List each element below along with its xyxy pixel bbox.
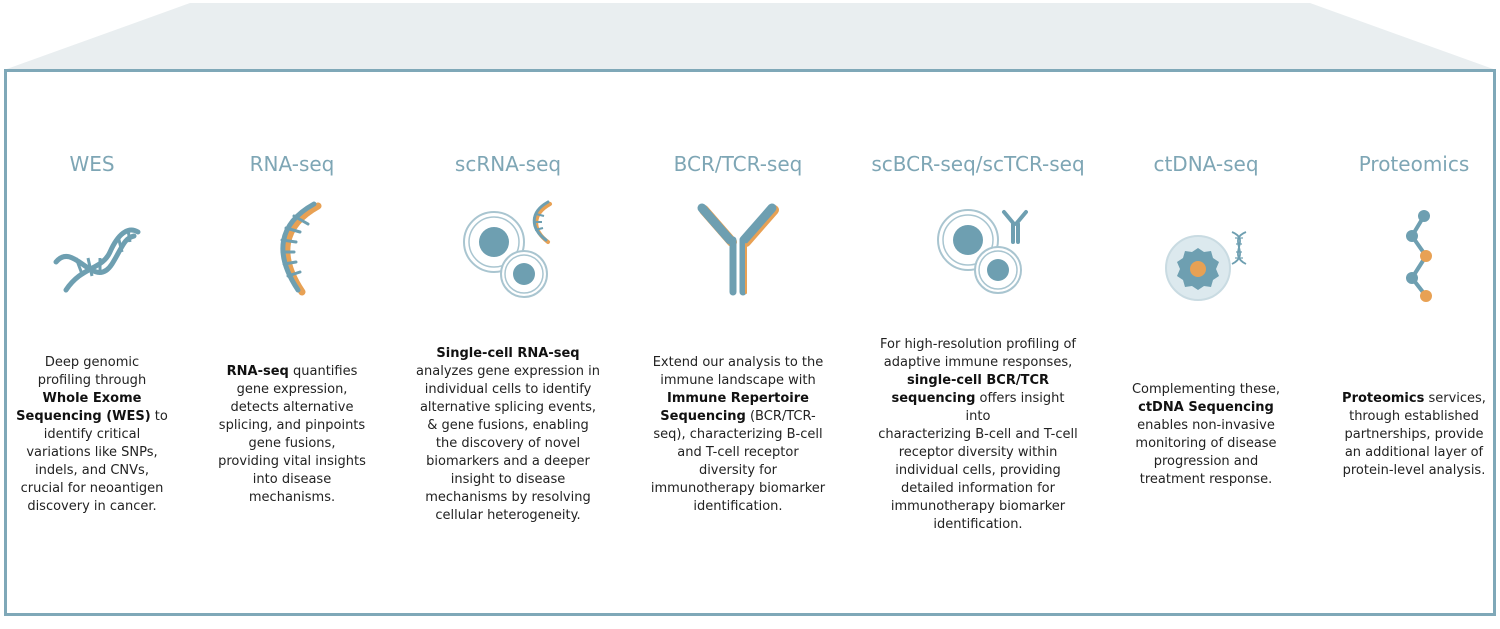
description-line (878, 498, 1078, 516)
description-line (1132, 381, 1280, 399)
description-line (16, 408, 168, 426)
description-bold-text: Single-cell RNA-seq (436, 346, 580, 361)
description-text: the discovery of novel (435, 436, 581, 451)
description-text: an additional layer of (1344, 445, 1484, 460)
description-text: protein-level analysis. (1342, 463, 1486, 478)
description-text: through established (1349, 409, 1479, 424)
description-line (416, 471, 600, 489)
column-proteomics (1314, 0, 1500, 629)
description-text: mechanisms by resolving (425, 490, 591, 505)
column-ctdna-seq (1106, 0, 1306, 629)
description-line (416, 417, 600, 435)
column-wes (0, 0, 192, 629)
description-line (1132, 417, 1280, 435)
description-line (416, 381, 600, 399)
description-text: progression and (1153, 454, 1259, 469)
description-line (16, 426, 168, 444)
description-line (16, 498, 168, 516)
description-bold-text: sequencing (891, 391, 976, 406)
column-title: BCR/TCR-seq (673, 152, 803, 176)
description-bold-text: Proteomics (1342, 391, 1425, 406)
description-line (16, 462, 168, 480)
description-text: adaptive immune responses, (883, 355, 1073, 370)
description-text: detailed information for (901, 481, 1055, 496)
description-line (218, 435, 366, 453)
description-line (416, 489, 600, 507)
column-description (218, 363, 366, 507)
column-description (416, 345, 600, 525)
single-cell-rna-icon (458, 196, 558, 306)
description-bold-text: single-cell BCR/TCR (906, 373, 1049, 388)
description-line (878, 516, 1078, 534)
description-line (1132, 453, 1280, 471)
column-description (1132, 381, 1280, 489)
description-line (16, 354, 168, 372)
description-line (651, 390, 825, 408)
description-bold-text: Sequencing (660, 409, 746, 424)
description-text: variations like SNPs, (26, 445, 158, 460)
description-text: individual cells, providing (895, 463, 1061, 478)
description-text: services, (1424, 391, 1486, 406)
description-text: offers insight into (965, 391, 1065, 424)
description-line (651, 480, 825, 498)
column-title: ctDNA-seq (1153, 152, 1259, 176)
column-scrna-seq (408, 0, 608, 629)
description-text: biomarkers and a deeper (426, 454, 590, 469)
description-text: immunotherapy biomarker (650, 481, 826, 496)
description-line (651, 498, 825, 516)
column-title: Proteomics (1358, 152, 1470, 176)
description-line (416, 507, 600, 525)
description-text: identification. (933, 517, 1023, 532)
description-text: identification. (693, 499, 783, 514)
description-line (16, 480, 168, 498)
description-text: splicing, and pinpoints (218, 418, 366, 433)
description-line (878, 336, 1078, 354)
description-text: immune landscape with (660, 373, 816, 388)
column-title: scRNA-seq (454, 152, 562, 176)
description-line (878, 462, 1078, 480)
description-text: (BCR/TCR- (745, 409, 816, 424)
description-text: characterizing B-cell and T-cell (878, 427, 1078, 442)
description-line (651, 372, 825, 390)
column-description-wrap (408, 320, 608, 550)
description-line (1342, 408, 1486, 426)
description-text: monitoring of disease (1135, 436, 1277, 451)
column-description-wrap (878, 320, 1078, 550)
description-line (651, 444, 825, 462)
description-line (416, 399, 600, 417)
circulating-tumor-dna-icon (1156, 196, 1256, 306)
description-bold-text: ctDNA Sequencing (1138, 400, 1274, 415)
description-line (651, 354, 825, 372)
description-line (878, 354, 1078, 372)
description-line (16, 372, 168, 390)
column-description-wrap (638, 320, 838, 550)
description-text: seq), characterizing B-cell (653, 427, 823, 442)
description-line (218, 399, 366, 417)
description-text: profiling through (37, 373, 147, 388)
description-line (878, 426, 1078, 444)
description-text: Complementing these, (1131, 382, 1281, 397)
column-description (878, 336, 1078, 534)
description-text: diversity for (698, 463, 778, 478)
single-cell-antibody-icon (928, 196, 1028, 306)
description-text: Deep genomic (44, 355, 140, 370)
description-line (651, 426, 825, 444)
description-line (416, 345, 600, 363)
description-bold-text: Immune Repertoire (667, 391, 809, 406)
description-line (878, 390, 1078, 426)
description-line (1132, 399, 1280, 417)
description-text: immunotherapy biomarker (890, 499, 1066, 514)
dna-helix-icon (42, 196, 142, 306)
protein-chain-icon (1364, 196, 1464, 306)
description-text: indels, and CNVs, (35, 463, 149, 478)
description-text: alternative splicing events, (419, 400, 597, 415)
description-line (1132, 471, 1280, 489)
description-text: treatment response. (1139, 472, 1273, 487)
description-line (1342, 444, 1486, 462)
description-text: identify critical (43, 427, 141, 442)
description-line (218, 417, 366, 435)
description-text: into disease (252, 472, 332, 487)
description-line (878, 372, 1078, 390)
column-description-wrap (1314, 320, 1500, 550)
column-bcr-tcr-seq (638, 0, 838, 629)
column-rna-seq (192, 0, 392, 629)
description-text: quantifies (288, 364, 358, 379)
column-description-wrap (0, 320, 192, 550)
description-line (16, 444, 168, 462)
description-text: gene expression, (236, 382, 348, 397)
description-line (878, 480, 1078, 498)
description-bold-text: Whole Exome (42, 391, 142, 406)
description-text: enables non-invasive (1137, 418, 1275, 433)
description-line (651, 408, 825, 426)
column-description (651, 354, 825, 516)
column-description (16, 354, 168, 516)
description-line (1132, 435, 1280, 453)
description-bold-text: Sequencing (WES) (16, 409, 151, 424)
column-title: WES (69, 152, 115, 176)
description-text: Extend our analysis to the (652, 355, 824, 370)
description-text: partnerships, provide (1344, 427, 1484, 442)
description-line (16, 390, 168, 408)
description-text: analyzes gene expression in (416, 364, 600, 379)
description-line (651, 462, 825, 480)
column-title: RNA-seq (249, 152, 335, 176)
description-text: and T-cell receptor (677, 445, 799, 460)
column-description-wrap (1106, 320, 1306, 550)
description-text: crucial for neoantigen (20, 481, 164, 496)
description-text: cellular heterogeneity. (435, 508, 581, 523)
description-line (218, 471, 366, 489)
description-line (1342, 462, 1486, 480)
description-text: to (150, 409, 168, 424)
description-line (218, 489, 366, 507)
description-line (878, 444, 1078, 462)
column-scbcr-sctcr-seq (871, 0, 1085, 629)
description-text: individual cells to identify (424, 382, 592, 397)
description-line (416, 453, 600, 471)
column-title: scBCR-seq/scTCR-seq (871, 152, 1085, 176)
description-bold-text: RNA-seq (226, 364, 289, 379)
antibody-icon (688, 196, 788, 306)
description-text: detects alternative (230, 400, 354, 415)
description-line (1342, 426, 1486, 444)
description-text: providing vital insights (218, 454, 366, 469)
description-text: mechanisms. (248, 490, 336, 505)
description-line (1342, 390, 1486, 408)
description-text: discovery in cancer. (27, 499, 157, 514)
description-text: & gene fusions, enabling (427, 418, 589, 433)
column-description (1342, 390, 1486, 480)
description-line (416, 435, 600, 453)
description-text: For high-resolution profiling of (880, 337, 1076, 352)
description-text: insight to disease (450, 472, 566, 487)
description-text: gene fusions, (248, 436, 336, 451)
description-line (416, 363, 600, 381)
description-line (218, 453, 366, 471)
description-line (218, 381, 366, 399)
description-line (218, 363, 366, 381)
rna-strand-icon (242, 196, 342, 306)
description-text: receptor diversity within (898, 445, 1058, 460)
column-description-wrap (192, 320, 392, 550)
